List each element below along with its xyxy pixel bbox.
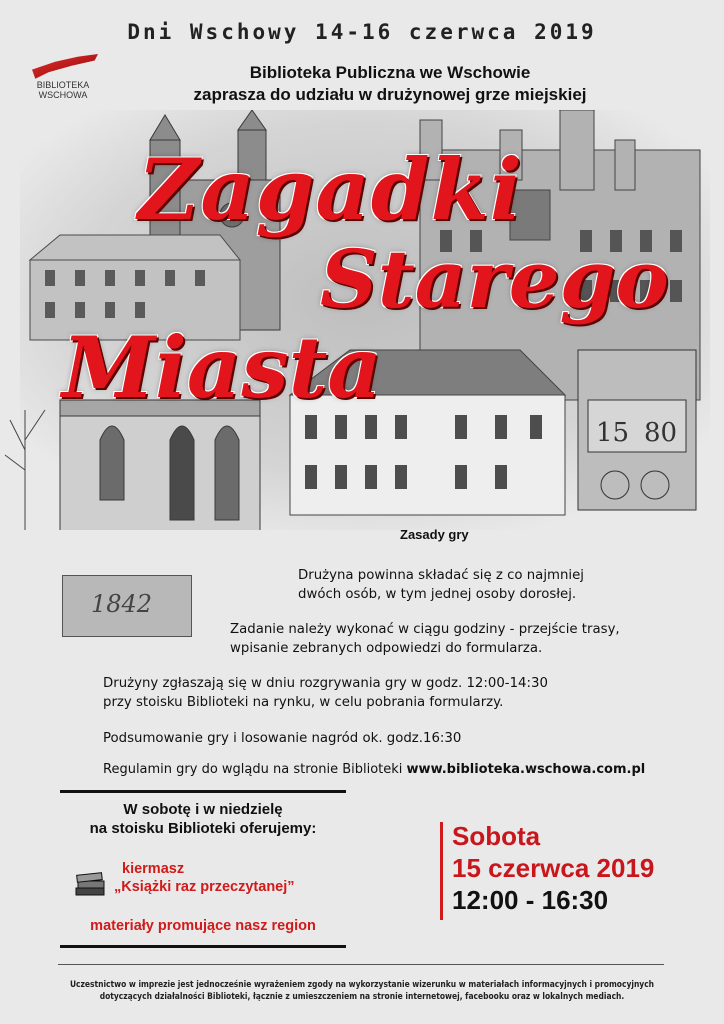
regional-materials: materiały promujące nasz region: [90, 918, 316, 934]
event-time: 12:00 - 16:30: [452, 885, 609, 915]
rule-registration-line1: Drużyny zgłaszają się w dniu rozgrywania gry w godz. 12:00-14:30: [103, 676, 548, 691]
rule-team-size-line1: Drużyna powinna składać się z co najmniej: [298, 568, 584, 583]
footer-line2: dotyczących działalności Biblioteki, łącznie z umieszczeniem na stronie internetowej, facebooku oraz w lokalnych mediach.: [99, 991, 625, 1001]
plaque-year-right: 80: [644, 418, 678, 448]
rule-registration-line2: przy stoisku Biblioteki na rynku, w celu pobrania formularzy.: [103, 695, 504, 710]
footer-divider: [58, 964, 664, 965]
title-word-miasta: Miasta: [62, 318, 382, 417]
title-word-zagadki: Zagadki: [138, 140, 523, 239]
gothic-chapel: [60, 400, 260, 530]
invitation-text: [100, 62, 680, 106]
footer-line1: Uczestnictwo w imprezie jest jednocześnie wyrażeniem zgody na wykorzystanie wizerunku w materiałach informacyjnych i promocyjnych: [69, 979, 655, 989]
library-website-link[interactable]: www.biblioteka.wschowa.com.pl: [406, 762, 646, 777]
weekend-offer-heading: [60, 800, 346, 838]
stone-year: 1842: [91, 590, 153, 618]
weekend-top-divider: [60, 790, 346, 793]
rule-team-size: [298, 566, 698, 604]
library-logo: [28, 54, 108, 104]
date-accent-bar: [440, 822, 443, 920]
corner-stone-block: [62, 575, 192, 637]
book-fair: [114, 860, 295, 896]
rule-time-limit: [230, 620, 700, 658]
rule-time-limit-line1: Zadanie należy wykonać w ciągu godziny - przejście trasy,: [230, 622, 620, 637]
rules-link-line: [103, 760, 703, 779]
event-date: 15 czerwca 2019: [452, 853, 655, 883]
invitation-line: zaprasza do udziału w drużynowej grze miejskiej: [193, 85, 587, 104]
books-icon: [74, 870, 108, 898]
rules-link-text: Regulamin gry do wglądu na stronie Biblioteki: [103, 762, 403, 777]
weekend-bottom-divider: [60, 945, 346, 948]
rule-team-size-line2: dwóch osób, w tym jednej osoby dorosłej.: [298, 587, 577, 602]
ribbon-logo-icon: [32, 54, 98, 80]
event-date-block: [452, 820, 654, 916]
title-word-starego: Starego: [320, 232, 669, 326]
rule-registration: [103, 674, 703, 712]
rule-time-limit-line2: wpisanie zebranych odpowiedzi do formularza.: [230, 641, 543, 656]
logo-line1: BIBLIOTEKA: [36, 80, 90, 90]
weekend-line1: W sobotę i w niedzielę: [123, 801, 283, 818]
book-fair-label: kiermasz: [122, 861, 185, 877]
weekend-line2: na stoisku Biblioteki oferujemy:: [89, 820, 317, 837]
book-fair-title: „Książki raz przeczytanej”: [114, 879, 295, 895]
logo-line2: WSCHOWA: [38, 90, 88, 100]
rule-summary: Podsumowanie gry i losowanie nagród ok. godz.16:30: [103, 731, 462, 746]
plaque-year-left: 15: [596, 418, 630, 448]
consent-footer: [40, 978, 684, 1002]
rules-heading: Zasady gry: [400, 527, 469, 542]
event-dates-heading: Dni Wschowy 14-16 czerwca 2019: [127, 20, 597, 44]
organizer-name: Biblioteka Publiczna we Wschowie: [249, 63, 531, 82]
event-day: Sobota: [452, 821, 541, 851]
